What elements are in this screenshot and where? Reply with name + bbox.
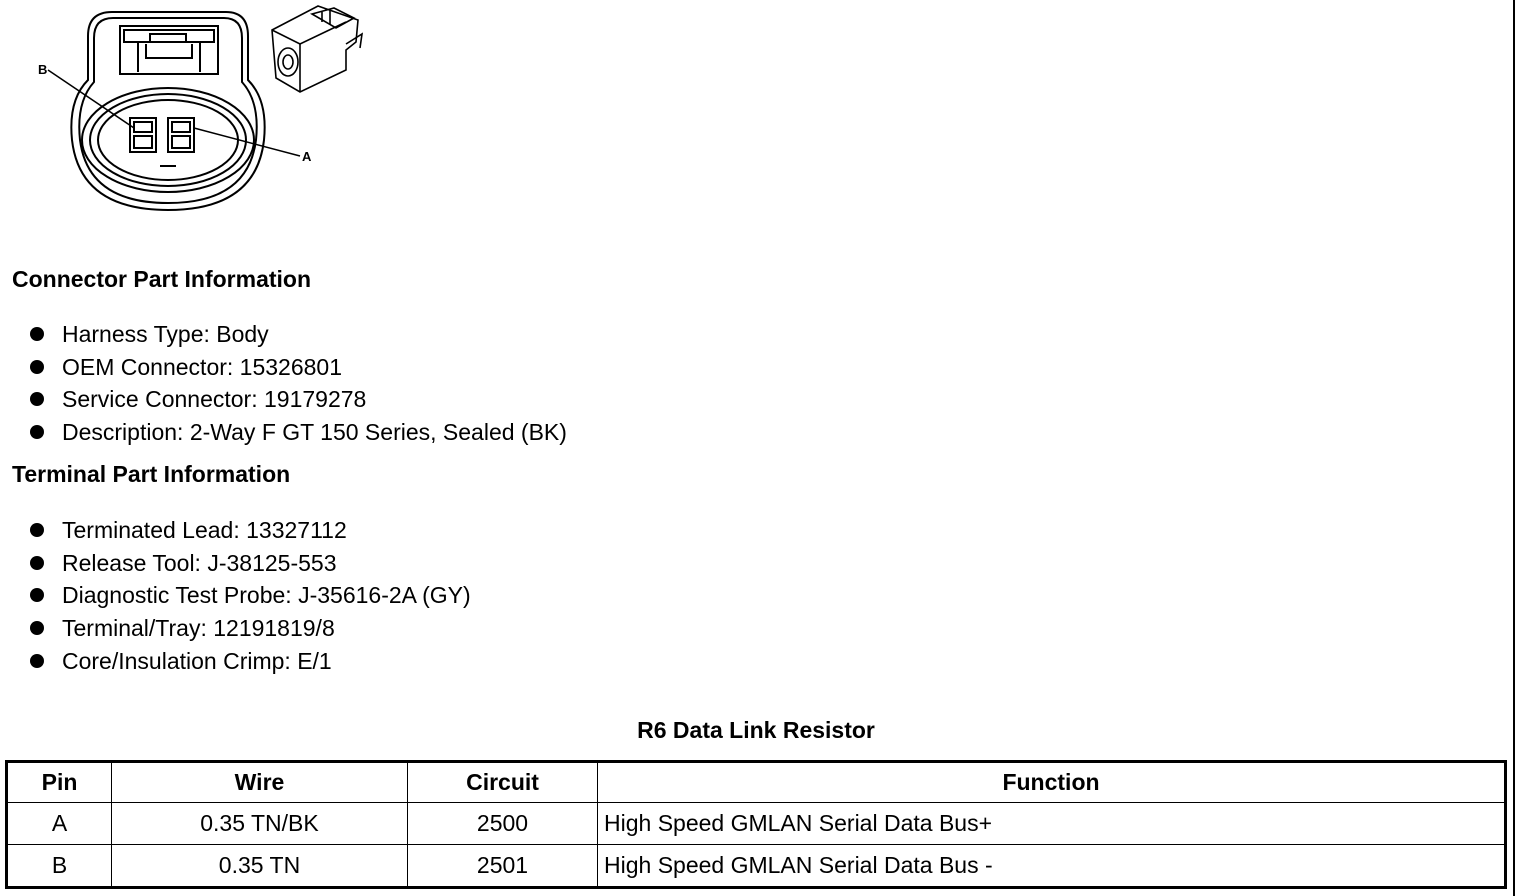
bullet-icon — [30, 360, 44, 374]
pinout-table — [5, 760, 1507, 889]
connector-face-diagram — [30, 0, 370, 220]
table-header-row — [7, 762, 1506, 803]
bullet-icon — [30, 523, 44, 537]
cell-pin: B — [7, 845, 112, 888]
connector-3d-sketch — [272, 6, 362, 92]
table-row — [7, 803, 1506, 845]
cell-function: High Speed GMLAN Serial Data Bus+ — [598, 803, 1506, 845]
list-item: Diagnostic Test Probe: J-35616-2A (GY) — [30, 579, 471, 612]
connector-part-info-heading: Connector Part Information — [12, 266, 312, 292]
bullet-icon — [30, 621, 44, 635]
list-item: OEM Connector: 15326801 — [30, 351, 567, 384]
table-row — [7, 845, 1506, 888]
column-header-wire: Wire — [112, 762, 408, 803]
bullet-icon — [30, 654, 44, 668]
terminal-part-info-list — [30, 514, 471, 677]
pin-b-label: B — [38, 62, 48, 77]
bullet-icon — [30, 588, 44, 602]
cell-wire: 0.35 TN — [112, 845, 408, 888]
cell-circuit: 2500 — [408, 803, 598, 845]
column-header-circuit: Circuit — [408, 762, 598, 803]
table-title: R6 Data Link Resistor — [637, 717, 875, 743]
list-item: Harness Type: Body — [30, 318, 567, 351]
cell-function: High Speed GMLAN Serial Data Bus - — [598, 845, 1506, 888]
bullet-icon — [30, 425, 44, 439]
bullet-icon — [30, 556, 44, 570]
connector-part-info-list — [30, 318, 567, 449]
column-header-pin: Pin — [7, 762, 112, 803]
pin-a-label: A — [302, 149, 312, 164]
list-item: Release Tool: J-38125-553 — [30, 547, 471, 580]
bullet-icon — [30, 327, 44, 341]
list-item: Terminated Lead: 13327112 — [30, 514, 471, 547]
list-item: Core/Insulation Crimp: E/1 — [30, 645, 471, 678]
terminal-part-info-heading: Terminal Part Information — [12, 461, 291, 487]
list-item: Service Connector: 19179278 — [30, 383, 567, 416]
list-item: Terminal/Tray: 12191819/8 — [30, 612, 471, 645]
page-right-border — [1513, 0, 1515, 896]
cell-circuit: 2501 — [408, 845, 598, 888]
list-item: Description: 2-Way F GT 150 Series, Sealed (BK) — [30, 416, 567, 449]
cell-wire: 0.35 TN/BK — [112, 803, 408, 845]
bullet-icon — [30, 392, 44, 406]
cell-pin: A — [7, 803, 112, 845]
column-header-function: Function — [598, 762, 1506, 803]
